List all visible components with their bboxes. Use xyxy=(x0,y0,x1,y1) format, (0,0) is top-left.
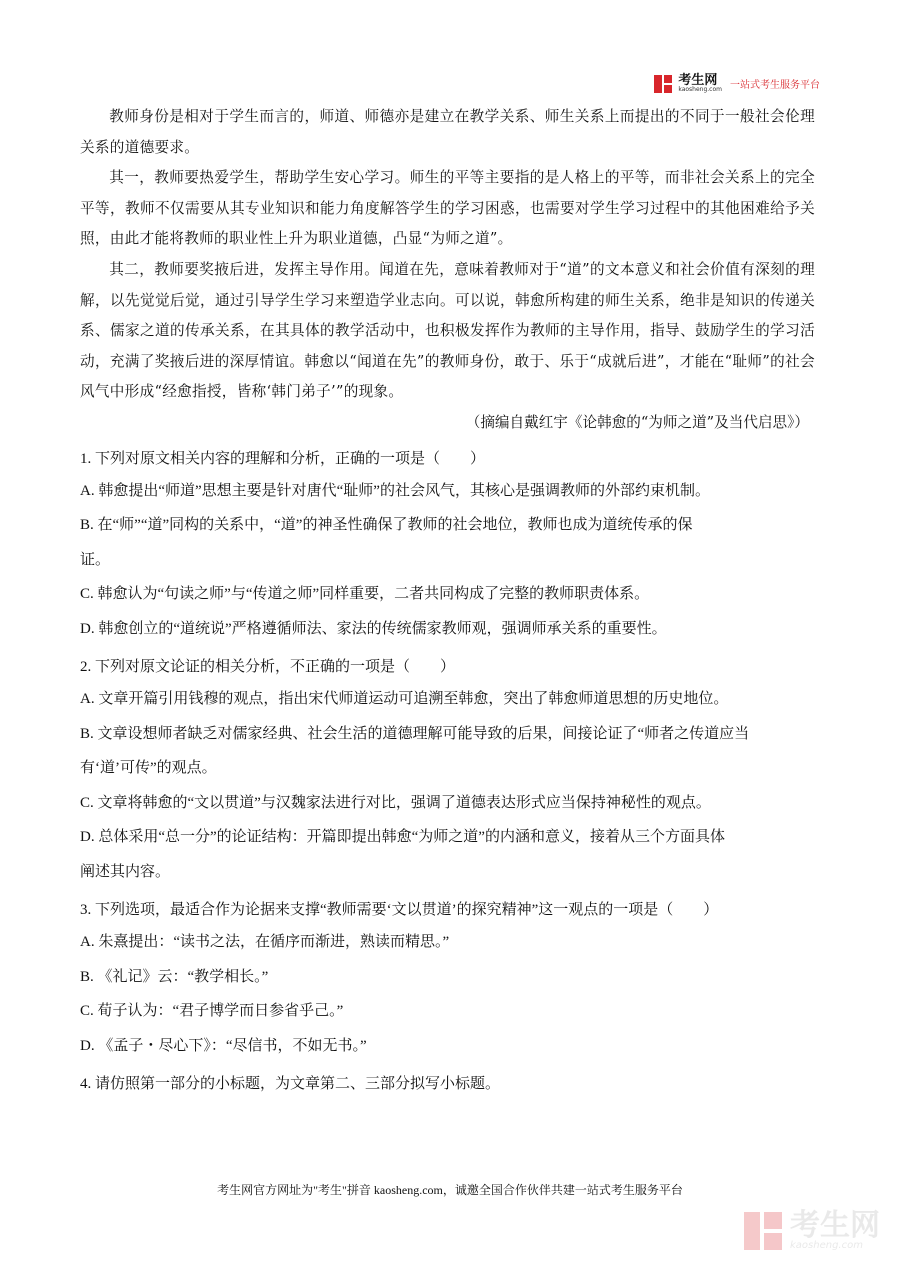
option-a xyxy=(80,925,815,960)
question-1 xyxy=(80,444,815,647)
option-text: B. 在“师”“道”同构的关系中，“道”的神圣性确保了教师的社会地位，教师也成为道统传承的保 xyxy=(80,517,693,534)
passage-paragraph: 其二，教师要奖掖后进，发挥主导作用。闻道在先，意味着教师对于“道”的文本意义和社会价值有深刻的理解，以先觉觉后觉，通过引导学生学习来塑造学业志向。可以说，韩愈所构建的师生关系，绝非是知识的传递关系、儒家之道的传承关系，在其具体的教学活动中，也积极发挥作为教师的主导作用，指导、鼓励学生的学习活动，充满了奖掖后进的深厚情谊。韩愈以“闻道在先”的教师身份，敢于、乐于“成就后进”，才能在“耻师”的社会风气中形成“经愈指授，皆称‘韩门弟子’”的现象。 xyxy=(80,260,815,401)
watermark-name: 考生网 xyxy=(790,1208,880,1243)
option-d xyxy=(80,612,815,647)
option-text: A. 朱熹提出：“读书之法，在循序而渐进，熟读而精思。” xyxy=(80,934,450,951)
question-4 xyxy=(80,1069,815,1099)
option-d xyxy=(80,1029,815,1064)
header-slogan: 一站式考生服务平台 xyxy=(730,80,820,91)
question-3 xyxy=(80,895,815,1063)
watermark-logo xyxy=(744,1208,880,1251)
option-text: D. 韩愈创立的“道统说”严格遵循师法、家法的传统儒家教师观，强调师承关系的重要性。 xyxy=(80,620,667,637)
option-text: A. 文章开篇引用钱穆的观点，指出宋代师道运动可追溯至韩愈，突出了韩愈师道思想的历史地位。 xyxy=(80,691,729,708)
logo-icon xyxy=(654,75,672,93)
logo-name: 考生网 xyxy=(678,73,718,88)
passage-paragraph: 其一，教师要热爱学生，帮助学生安心学习。师生的平等主要指的是人格上的平等，而非社会关系上的完全平等，教师不仅需要从其专业知识和能力角度解答学生的学习困惑，也需要对学生学习过程中的其他困难给予关照，由此才能将教师的职业性上升为职业道德，凸显“为师之道”。 xyxy=(80,169,815,248)
watermark-url: kaosheng.com xyxy=(790,1240,863,1251)
option-text-continued: 有‘道’可传”的观点。 xyxy=(80,760,217,777)
logo-url: kaosheng.com xyxy=(678,86,722,93)
option-text: A. 韩愈提出“师道”思想主要是针对唐代“耻师”的社会风气，其核心是强调教师的外部约束机制。 xyxy=(80,482,710,499)
question-stem: 3. 下列选项，最适合作为论据来支撑“教师需要‘文以贯道’的探究精神”这一观点的一项是（ ） xyxy=(80,902,719,919)
option-c xyxy=(80,577,815,612)
passage-paragraph: 教师身份是相对于学生而言的，师道、师德亦是建立在教学关系、师生关系上而提出的不同于一般社会伦理关系的道德要求。 xyxy=(80,108,815,156)
option-d xyxy=(80,820,815,889)
logo-text xyxy=(678,74,722,93)
question-stem: 1. 下列对原文相关内容的理解和分析，正确的一项是（ ） xyxy=(80,450,486,467)
option-text: B. 《礼记》云：“教学相长。” xyxy=(80,968,269,985)
option-b xyxy=(80,717,815,786)
question-2 xyxy=(80,652,815,889)
option-a xyxy=(80,682,815,717)
option-text: D. 《孟子・尽心下》：“尽信书，不如无书。” xyxy=(80,1037,367,1054)
document-body xyxy=(80,102,815,1099)
option-text: C. 文章将韩愈的“文以贯道”与汉魏家法进行对比，强调了道德表达形式应当保持神秘性的观点。 xyxy=(80,794,711,811)
question-stem: 2. 下列对原文论证的相关分析，不正确的一项是（ ） xyxy=(80,659,456,676)
watermark-icon xyxy=(744,1212,782,1250)
option-text: C. 韩愈认为“句读之师”与“传道之师”同样重要，二者共同构成了完整的教师职责体系。 xyxy=(80,586,650,603)
header-logo[interactable] xyxy=(654,74,820,93)
option-text: B. 文章设想师者缺乏对儒家经典、社会生活的道德理解可能导致的后果，间接论证了“师者之传道应当 xyxy=(80,725,750,742)
question-stem: 4. 请仿照第一部分的小标题，为文章第二、三部分拟写小标题。 xyxy=(80,1076,501,1093)
option-b xyxy=(80,508,815,577)
watermark-text xyxy=(790,1208,880,1251)
option-text-continued: 证。 xyxy=(80,551,111,568)
passage-source: （摘编自戴红宇《论韩愈的“为师之道”及当代启思》） xyxy=(465,413,809,431)
option-c xyxy=(80,786,815,821)
option-b xyxy=(80,960,815,995)
page-footer: 考生网官方网址为"考生"拼音 kaosheng.com，诚邀全国合作伙伴共建一站式考生服务平台 xyxy=(217,1183,683,1197)
option-text-continued: 阐述其内容。 xyxy=(80,863,171,880)
option-a xyxy=(80,474,815,509)
option-c xyxy=(80,994,815,1029)
option-text: C. 荀子认为：“君子博学而日参省乎己。” xyxy=(80,1003,344,1020)
option-text: D. 总体采用“总一分”的论证结构：开篇即提出韩愈“为师之道”的内涵和意义，接着从三个方面具体 xyxy=(80,829,725,846)
